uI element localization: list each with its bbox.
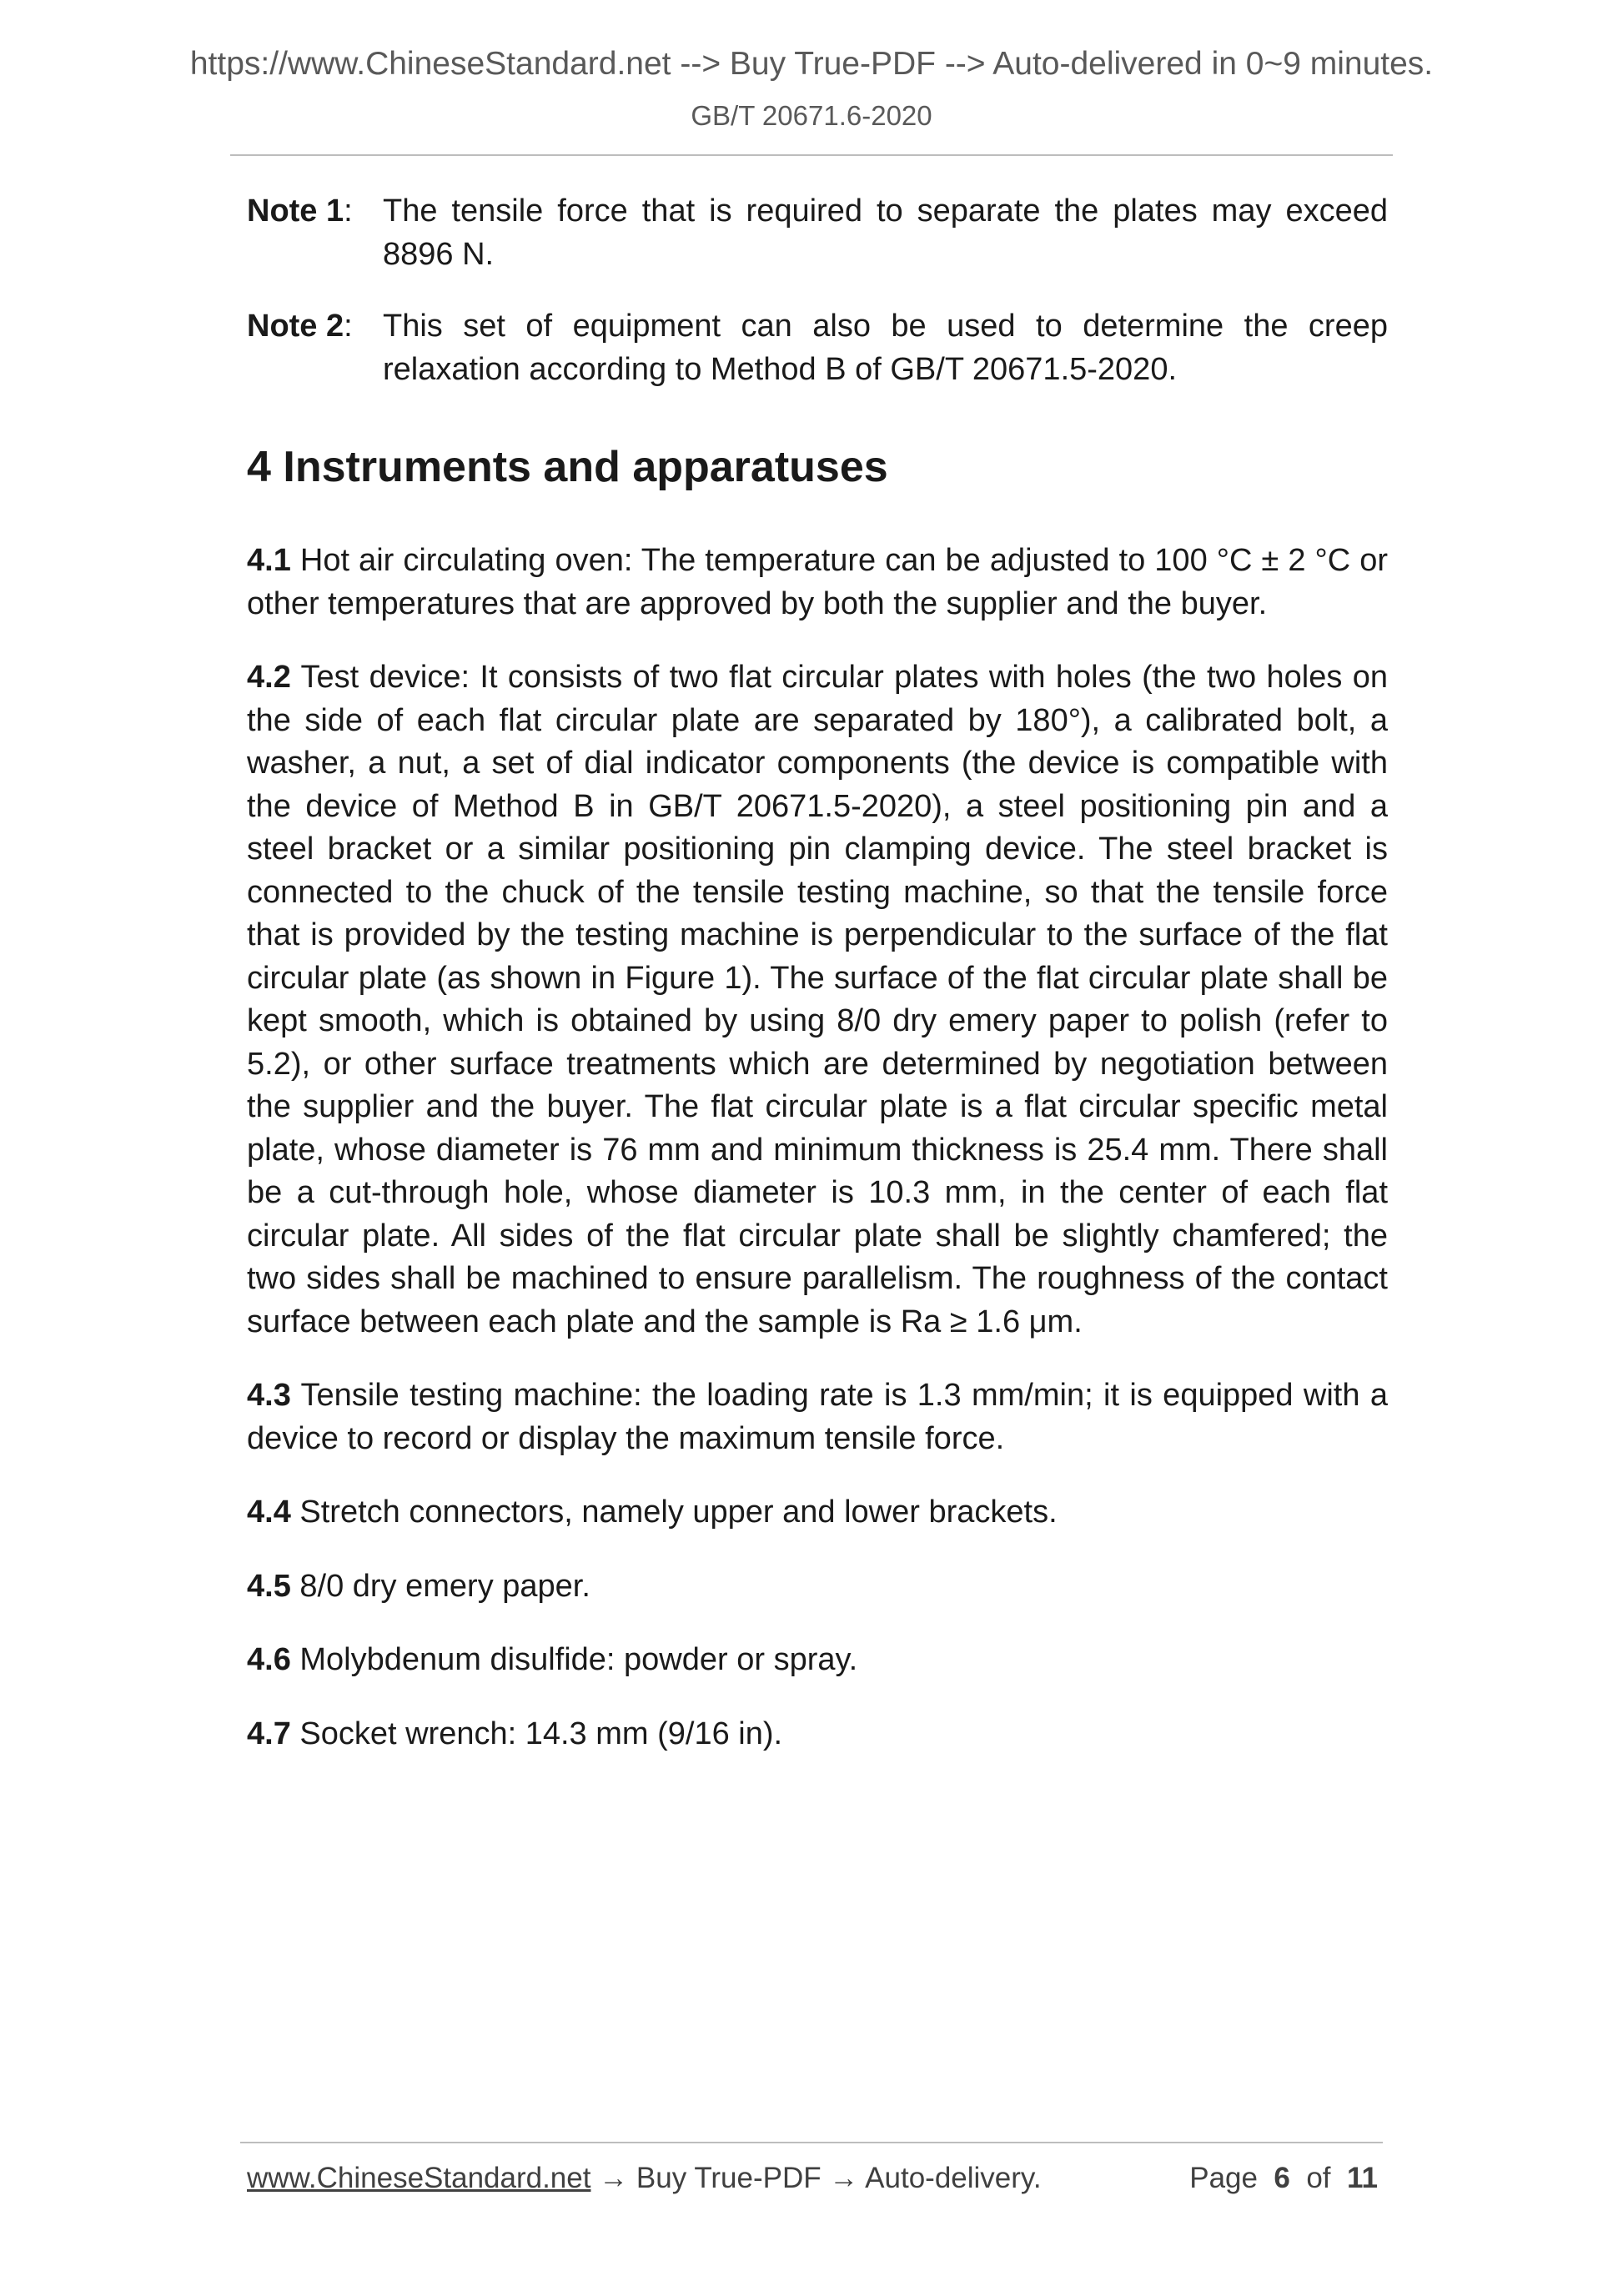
section-heading: 4 Instruments and apparatuses: [247, 443, 888, 491]
header-banner: https://www.ChineseStandard.net --> Buy True-PDF --> Auto-delivered in 0~9 minutes.: [189, 46, 1434, 82]
clause-4-3: [247, 1374, 1388, 1460]
note-label-text: Note 2: [247, 309, 344, 344]
note-2: [247, 305, 1388, 391]
note-text: This set of equipment can also be used to determine the creep relaxation according to Method B of GB/T 20671.5-2020.: [383, 309, 1388, 387]
of-word: of: [1306, 2162, 1331, 2194]
clause-number: 4.7: [247, 1716, 291, 1751]
note-label: [247, 190, 383, 276]
note-label-text: Note 1: [247, 193, 344, 229]
page-word: Page: [1189, 2162, 1258, 2194]
clause-number: 4.1: [247, 543, 291, 578]
clause-4-1: [247, 540, 1388, 625]
header-divider: [230, 154, 1393, 156]
clause-text: Tensile testing machine: the loading rate is 1.3 mm/min; it is equipped with a device to record or display the maximum tensile force.: [247, 1378, 1389, 1456]
clause-text: Stretch connectors, namely upper and lower brackets.: [299, 1495, 1058, 1530]
note-colon: :: [344, 309, 353, 344]
page-indicator: [1189, 2160, 1378, 2197]
clause-number: 4.3: [247, 1378, 291, 1413]
footer-left: [247, 2160, 1042, 2197]
clause-4-6: [247, 1639, 1388, 1682]
clause-4-2: [247, 656, 1388, 1344]
clause-text: Test device: It consists of two flat circular plates with holes (the two holes on the side of each flat circular plate are separated by 180°), a calibrated bolt, a washer, a nut, a set of dial indicator components (the device is compatible with the device of Method B in GB/T 20671.5-2020), a steel positioning pin and a steel bracket or a similar positioning pin clamping device. The steel bracket is connected to the chuck of the tensile testing machine, so that the tensile force that is provided by the testing machine is perpendicular to the surface of the flat circular plate (as shown in Figure 1). The surface of the flat circular plate shall be kept smooth, which is obtained by using 8/0 dry emery paper to polish (refer to 5.2), or other surface treatments which are determined by negotiation between the supplier and the buyer. The flat circular plate is a flat circular specific metal plate, whose diameter is 76 mm and minimum thickness is 25.4 mm. There shall be a cut-through hole, whose diameter is 10.3 mm, in the center of each flat circular plate. All sides of the flat circular plate shall be slightly chamfered; the two sides shall be machined to ensure parallelism. The roughness of the contact surface between each plate and the sample is Ra ≥ 1.6 μm.: [247, 660, 1389, 1339]
footer-divider: [240, 2142, 1383, 2143]
clause-number: 4.5: [247, 1568, 291, 1604]
footer-site-link[interactable]: www.ChineseStandard.net: [247, 2162, 591, 2194]
clause-text: 8/0 dry emery paper.: [299, 1568, 590, 1604]
clause-number: 4.6: [247, 1642, 291, 1677]
note-1: [247, 190, 1388, 276]
document-body: [247, 190, 1388, 1786]
note-colon: :: [344, 193, 353, 229]
clause-4-7: [247, 1713, 1388, 1756]
clause-number: 4.2: [247, 660, 291, 695]
note-label: [247, 305, 383, 391]
page-number: 6: [1274, 2162, 1290, 2194]
note-text: The tensile force that is required to separate the plates may exceed 8896 N.: [383, 193, 1388, 272]
footer-tail-text: → Buy True-PDF → Auto-delivery.: [590, 2162, 1042, 2194]
clause-text: Hot air circulating oven: The temperature can be adjusted to 100 °C ± 2 °C or other temperatures that are approved by both the supplier and the buyer.: [247, 543, 1388, 621]
clause-text: Molybdenum disulfide: powder or spray.: [299, 1642, 858, 1677]
standard-code: GB/T 20671.6-2020: [691, 100, 932, 131]
clause-text: Socket wrench: 14.3 mm (9/16 in).: [299, 1716, 783, 1751]
clause-4-4: [247, 1491, 1388, 1535]
clause-4-5: [247, 1565, 1388, 1609]
clause-number: 4.4: [247, 1495, 291, 1530]
total-pages: 11: [1347, 2162, 1378, 2194]
